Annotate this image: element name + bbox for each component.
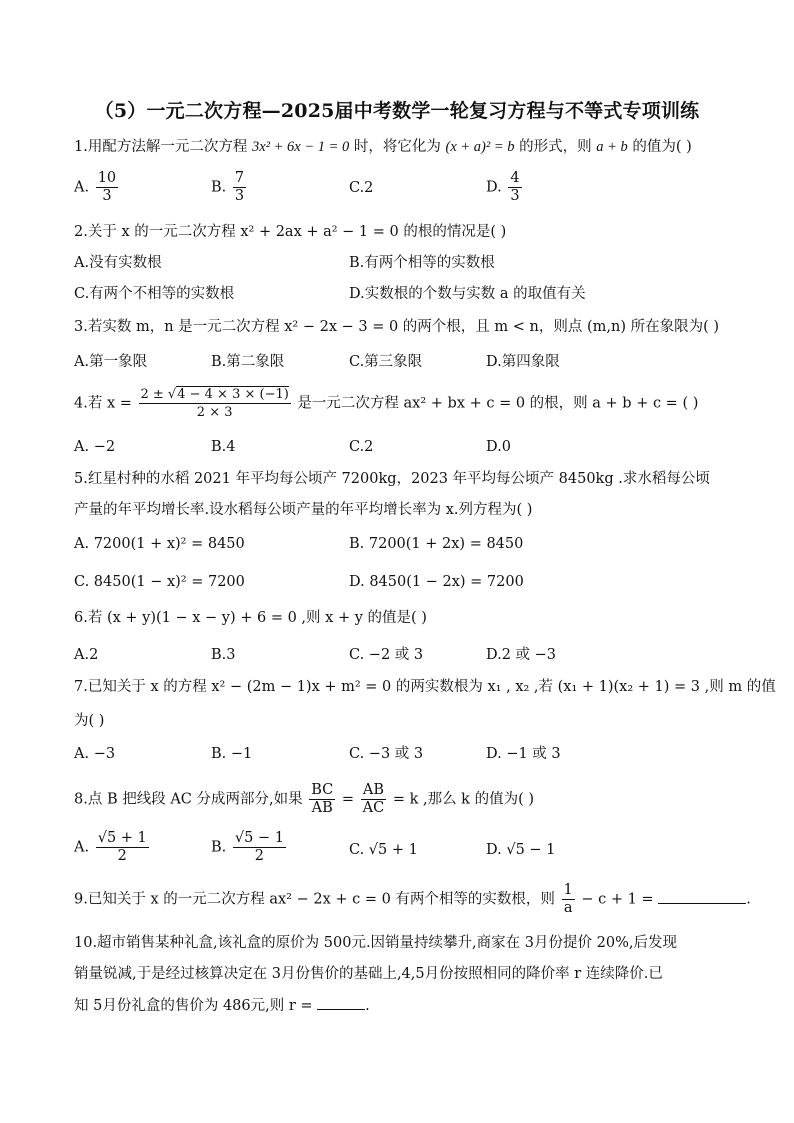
q7-option-c: C. −3 或 3 (349, 746, 424, 762)
denominator: 3 (102, 188, 112, 204)
q1-option-d (486, 170, 524, 205)
fraction (233, 830, 286, 865)
denominator: a (563, 900, 573, 916)
q9-post: − c + 1 = (581, 891, 654, 908)
q4-prefix: 4.若 x = (74, 395, 132, 412)
q5-option-c: C. 8450(1 − x)² = 7200 (74, 574, 245, 590)
q1-prefix: 1.用配方法解一元二次方程 (74, 139, 248, 155)
fraction (96, 170, 118, 205)
denominator: 3 (510, 188, 520, 204)
question-5-line-1: 5.红星村种的水稻 2021 年平均每公顷产 7200kg，2023 年平均每公顷产 8450kg .求水稻每公顷 (74, 471, 710, 487)
q3-option-a: A.第一象限 (74, 354, 148, 370)
q8-fraction-1 (309, 782, 335, 817)
num-part: 2 ± (140, 387, 164, 402)
equals-sign: = (341, 791, 355, 808)
denominator: AC (362, 800, 385, 816)
numerator: BC (311, 782, 334, 798)
q6-option-c: C. −2 或 3 (349, 647, 424, 663)
q3-option-b: B.第二象限 (211, 354, 285, 370)
q9-answer-blank[interactable] (658, 903, 746, 904)
radicand: 4 − 4 × 3 × (−1) (177, 387, 289, 402)
q1-end: 的值为( ) (632, 139, 692, 155)
question-3: 3.若实数 m，n 是一元二次方程 x² − 2x − 3 = 0 的两个根，且 m < n，则点 (m,n) 所在象限为( ) (74, 319, 720, 335)
q8-fraction-2 (361, 782, 387, 817)
q8-option-b (211, 830, 288, 865)
q8-option-c: C. √5 + 1 (349, 842, 418, 858)
question-7-line-1: 7.已知关于 x 的方程 x² − (2m − 1)x + m² = 0 的两实数根为 x₁ , x₂ ,若 (x₁ + 1)(x₂ + 1) = 3 ,则 m 的值 (74, 679, 776, 695)
question-10-line-1: 10.超市销售某种礼盒,该礼盒的原价为 500元.因销量持续攀升,商家在 3月份提价 20%,后发现 (74, 935, 677, 951)
q4-post: 是一元二次方程 ax² + bx + c = 0 的根，则 a + b + c = ( ) (297, 395, 699, 412)
numerator: AB (361, 782, 387, 800)
question-5-line-2: 产量的年平均增长率.设水稻每公顷产量的年平均增长率为 x.列方程为( ) (74, 502, 533, 518)
page-title: （5）一元二次方程—2025届中考数学一轮复习方程与不等式专项训练 (94, 100, 700, 122)
q3-option-d: D.第四象限 (486, 354, 560, 370)
q3-option-c: C.第三象限 (349, 354, 423, 370)
q9-prefix: 9.已知关于 x 的一元二次方程 ax² − 2x + c = 0 有两个相等的实数根，则 (74, 891, 555, 908)
q8-post: = k ,那么 k 的值为( ) (392, 791, 535, 808)
numerator: 10 (97, 170, 117, 186)
q1-option-a (74, 170, 120, 205)
question-4 (74, 386, 698, 421)
numerator: 1 (563, 882, 573, 898)
q4-option-b: B.4 (211, 439, 236, 455)
q10-end: . (365, 998, 370, 1014)
numerator: √5 − 1 (234, 830, 284, 846)
q8-option-a (74, 830, 151, 865)
q4-fraction (139, 386, 291, 421)
q1-post: 的形式，则 (519, 139, 592, 155)
denominator: AB (311, 800, 333, 816)
q1-form: (x + a)² = b (445, 139, 515, 155)
fraction (233, 170, 246, 205)
option-letter: A. (74, 839, 90, 856)
q7-option-b: B. −1 (211, 746, 253, 762)
numerator: 7 (234, 170, 245, 186)
denominator: 2 × 3 (196, 405, 233, 420)
q4-option-a: A. −2 (74, 439, 116, 455)
question-9 (74, 882, 751, 917)
q8-option-d: D. √5 − 1 (486, 842, 556, 858)
option-letter: D. (486, 179, 502, 196)
q7-option-a: A. −3 (74, 746, 116, 762)
question-6: 6.若 (x + y)(1 − x − y) + 6 = 0 ,则 x + y 的值是( ) (74, 610, 427, 626)
q5-option-d: D. 8450(1 − 2x) = 7200 (349, 574, 524, 590)
q10-line-3-text: 知 5月份礼盒的售价为 486元,则 r = (74, 998, 313, 1014)
question-10-line-3 (74, 996, 370, 1016)
q8-prefix: 8.点 B 把线段 AC 分成两部分,如果 (74, 791, 303, 808)
question-10-line-2: 销量锐减,于是经过核算决定在 3月份售价的基础上,4,5月份按照相同的降价率 r 连续降价.已 (74, 966, 663, 982)
q1-mid: 时，将它化为 (353, 139, 441, 155)
denominator: 2 (117, 848, 127, 864)
q5-option-b: B. 7200(1 + 2x) = 8450 (349, 536, 524, 552)
option-letter: B. (211, 839, 227, 856)
option-letter: A. (74, 179, 90, 196)
q6-option-a: A.2 (74, 647, 99, 663)
fraction (96, 830, 149, 865)
numerator: √5 + 1 (97, 830, 147, 846)
q4-option-d: D.0 (486, 439, 511, 455)
q2-option-d: D.实数根的个数与实数 a 的取值有关 (349, 286, 586, 302)
q1-option-b (211, 170, 248, 205)
question-2: 2.关于 x 的一元二次方程 x² + 2ax + a² − 1 = 0 的根的情况是( ) (74, 224, 507, 240)
numerator: 2 ± √4 − 4 × 3 × (−1) (140, 387, 289, 402)
q7-option-d: D. −1 或 3 (486, 746, 561, 762)
q1-equation: 3x² + 6x − 1 = 0 (251, 139, 350, 155)
option-letter: B. (211, 179, 227, 196)
q10-answer-blank[interactable] (317, 1009, 365, 1010)
q2-option-c: C.有两个不相等的实数根 (74, 286, 235, 302)
fraction (508, 170, 521, 205)
q1-expr: a + b (596, 139, 628, 155)
q4-option-c: C.2 (349, 439, 374, 455)
denominator: 2 (254, 848, 265, 864)
numerator: 4 (510, 170, 520, 186)
q1-option-c: C.2 (349, 180, 374, 196)
q6-option-d: D.2 或 −3 (486, 647, 557, 663)
q9-fraction (562, 882, 575, 917)
question-7-line-2: 为( ) (74, 713, 105, 729)
q2-option-b: B.有两个相等的实数根 (349, 255, 495, 271)
q9-end: . (746, 891, 751, 908)
denominator: 3 (234, 188, 245, 204)
question-1 (74, 137, 692, 157)
q2-option-a: A.没有实数根 (74, 255, 162, 271)
q6-option-b: B.3 (211, 647, 236, 663)
q5-option-a: A. 7200(1 + x)² = 8450 (74, 536, 245, 552)
question-8 (74, 782, 534, 817)
